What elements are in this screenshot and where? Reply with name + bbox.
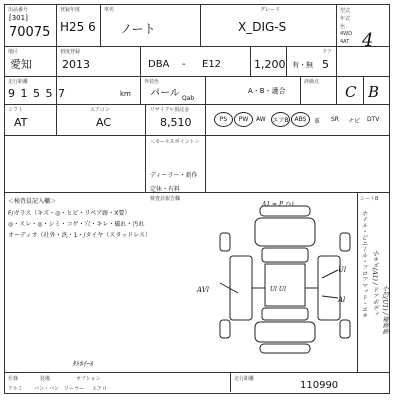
ac-label: エアコン — [90, 107, 110, 113]
right-note-2: Al — [338, 296, 346, 304]
shift-value: AT — [14, 116, 28, 129]
footer-label-2: 装備 — [40, 376, 51, 382]
pref-label: 地区 — [8, 49, 19, 55]
handwritten-mark: 4 — [362, 30, 374, 51]
footer-label-1: 仕様 — [8, 376, 19, 382]
inspector-label: 検査員報告欄 — [150, 196, 181, 202]
equip-abs: ABS — [291, 112, 310, 127]
score-label: 評価点 — [304, 79, 320, 85]
rule — [363, 76, 364, 104]
recycle-label: リサイクル預託金 — [150, 107, 190, 113]
rule — [4, 192, 389, 193]
shift-label: シフト — [8, 107, 24, 113]
front-note: A1 = P ｱｯﾄ — [262, 201, 294, 208]
recycle-value: 8,510 — [160, 116, 192, 129]
grade-value: X_DIG-S — [238, 20, 287, 34]
side-label-1: 型式 — [340, 8, 351, 14]
model-code-sep: - — [182, 59, 186, 70]
inspector-line-3: オーディオ（社外・汎・1・/タイヤ（スタッドレス） — [8, 232, 152, 239]
mileage-value: 9 1 5 5 7 — [8, 87, 66, 100]
pref-value: 愛知 — [10, 58, 32, 71]
trunk — [255, 322, 315, 342]
door-label: ドア — [322, 49, 332, 55]
lot-number: 70075 — [9, 25, 51, 40]
right-rear-wheel — [340, 320, 350, 338]
rule — [336, 4, 337, 104]
roof — [265, 264, 305, 306]
inspector-line-1: F/ガラス（キズ・◎・ヒビ・リペア跡・X要） — [8, 210, 131, 217]
rule — [230, 372, 231, 392]
displacement: 1,200 — [254, 58, 286, 71]
footer-sub-1: アルミ — [8, 386, 23, 392]
rule — [140, 46, 141, 104]
equip-navi: ナビ — [348, 118, 361, 125]
fuel: 有・無 — [292, 61, 313, 69]
footer-label-3: オプション — [76, 376, 101, 382]
left-note: AVl — [197, 286, 210, 294]
wheel-note: ﾀﾄﾎｲｰﾙ — [72, 360, 93, 368]
side-label-5: 4AT — [340, 39, 350, 45]
equip-ps: PS — [214, 112, 233, 127]
footer-sub-4: エアロ — [92, 386, 108, 392]
left-front-wheel — [220, 233, 230, 251]
equip-airbag: エアB — [271, 112, 290, 127]
side-label-3: 色 — [340, 24, 346, 30]
manual-label: 定休・有料 — [150, 186, 181, 193]
rear-bumper — [260, 344, 310, 353]
inspector-line-2: ◎・スレ・◎・シミ・コゲ・穴・キレ・破れ・汚れ — [8, 221, 145, 228]
car-damage-diagram — [210, 198, 360, 363]
remark-vertical-1: ホイル・ビニール・フロアマット・エキ — [360, 210, 367, 318]
rule — [200, 4, 201, 46]
model-code: E12 — [202, 59, 222, 70]
model-code-prefix: DBA — [148, 59, 170, 70]
equip-aw: AW — [256, 116, 266, 123]
odometer: 110990 — [300, 380, 339, 391]
footer-sub-2: バン・バン — [34, 386, 60, 392]
footer-mileage-label: 走行距離 — [234, 376, 255, 382]
right-front-wheel — [340, 233, 350, 251]
rule — [300, 76, 301, 104]
shoku-label: ＜検査員記入欄＞ — [8, 198, 57, 205]
equip-sr: SR — [331, 116, 339, 123]
grade-label: グレード — [260, 7, 281, 13]
rule — [4, 104, 389, 105]
first-reg-year: 2013 — [62, 58, 90, 71]
year-label: 登録年度 — [60, 7, 81, 13]
rule — [4, 76, 389, 77]
nox-label: A・B・適合 — [248, 87, 286, 95]
rule — [4, 46, 389, 47]
rear-window — [262, 308, 308, 320]
windshield — [262, 248, 308, 262]
car-name: ノート — [120, 22, 156, 36]
right-note-1: Ul — [338, 266, 347, 274]
remark-vertical-3: 小凹(U1) / 補修跡 — [381, 285, 388, 335]
hood — [255, 218, 315, 246]
rule — [205, 104, 206, 192]
center-note: Ul Ul — [270, 286, 286, 293]
side-label-4: 4WD — [340, 31, 352, 37]
rule — [56, 4, 57, 135]
score-exterior: B — [368, 83, 380, 101]
remark-vertical-2: 小キズ(A1) / ドアボディ — [371, 250, 378, 317]
color-value: パール — [150, 88, 180, 99]
rule — [4, 135, 389, 136]
ac-value: AC — [96, 116, 112, 129]
mileage-unit: km — [120, 90, 131, 98]
car-name-label: 車名 — [104, 7, 115, 13]
left-rear-wheel — [220, 320, 230, 338]
footer-sub-3: ソーラー — [64, 386, 85, 392]
year-value: H25 6 — [60, 20, 96, 34]
rule — [286, 46, 287, 76]
rule — [205, 76, 206, 104]
side-label-2: 年式 — [340, 16, 351, 22]
rule — [100, 4, 101, 46]
first-reg-label: 初度登録 — [60, 49, 81, 55]
mileage-label: 走行距離 — [8, 79, 29, 85]
lot-bracket: [301] — [9, 14, 28, 22]
equip-dtv: DTV — [367, 116, 380, 123]
color-code: Qab — [182, 95, 195, 102]
equip-pw: PW — [234, 112, 253, 127]
right-doors — [318, 256, 340, 320]
rule — [145, 104, 146, 192]
doors: 5 — [322, 58, 329, 71]
color-label: 外装色 — [144, 79, 160, 85]
dealer-label: ディーラー・新作 — [150, 172, 198, 179]
rule — [4, 372, 389, 373]
equip-leather: 革 — [314, 118, 321, 125]
sales-label: ＜セールスポイント＞ — [150, 139, 200, 145]
left-doors — [230, 256, 252, 320]
rule — [250, 46, 251, 76]
exhibit-label: 出品番号 — [8, 7, 29, 13]
remarks-label: シートB — [360, 196, 379, 202]
score-interior: C — [345, 83, 357, 101]
